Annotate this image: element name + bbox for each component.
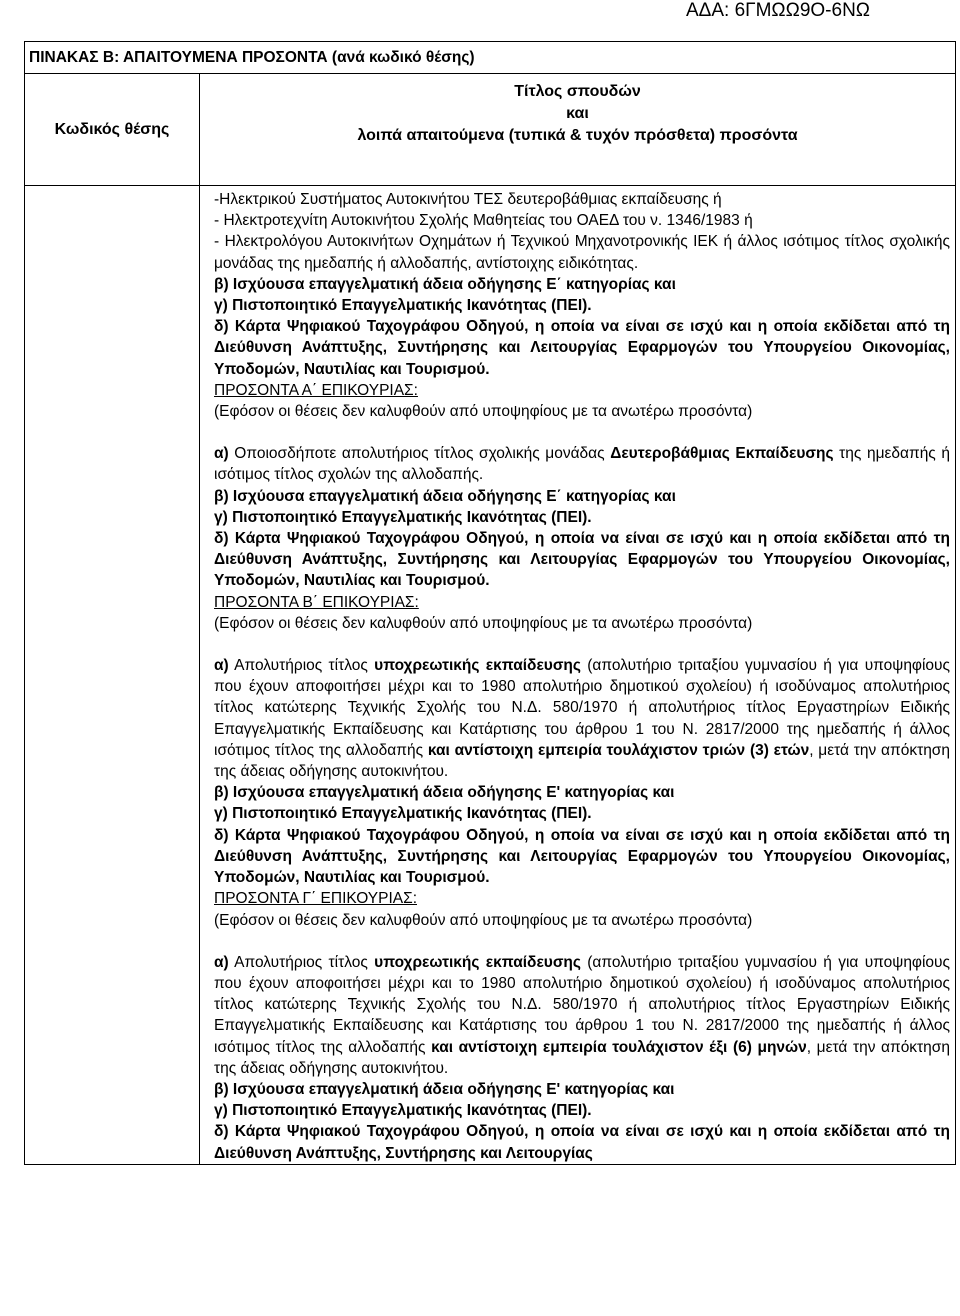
aux-c-item-a [214, 952, 950, 1079]
main-license: β) Ισχύουσα επαγγελματική άδεια οδήγησης Ε΄ κατηγορίας και [214, 275, 676, 293]
aux-b-a-text3: , μετά την απόκτηση της άδειας οδήγησης αυτοκινήτου. [214, 741, 950, 781]
aux-b-a-label: α) [214, 657, 229, 675]
aux-b-a-bold2: και αντίστοιχη εμπειρία τουλάχιστον τριών (3) ετών [427, 741, 810, 759]
aux-c-a-text1: Απολυτήριος τίτλος [228, 953, 375, 971]
aux-b-pei: γ) Πιστοποιητικό Επαγγελματικής Ικανότητας (ΠΕΙ). [214, 805, 592, 823]
aux-a-a-label: α) [214, 445, 229, 463]
intro-line-3: - Ηλεκτρολόγου Αυτοκινήτων Οχημάτων ή Τεχνικού Μηχανοτρονικής ΙΕΚ ή άλλος ισότιμος τίτλος σχολικής μονάδας της ημεδαπής ή αλλοδαπής, αντίστοιχης ειδικότητας. [214, 233, 950, 272]
main-pei: γ) Πιστοποιητικό Επαγγελματικής Ικανότητας (ΠΕΙ). [214, 297, 592, 315]
aux-b-a-bold1: υποχρεωτικής εκπαίδευσης [374, 657, 581, 675]
aux-c-a-text2: (απολυτήριο τριταξίου γυμνασίου ή για υποψηφίους που έχουν αποφοιτήσει μέχρι και το 1980 απολυτήριο δημοτικού σχολείου) ή ισοδύναμος απολυτήριος τίτλος κατώτερης Τεχνικής Σχολής του Ν.Δ. 580/1970 ή απολυτήριος τίτλος Εργαστηρίων Ειδικής Επαγγελματικής Εκπαίδευσης και Κατάρτισης του άρθρου 1 του Ν. 2817/2000 της ημεδαπής ή άλλος ισότιμος τίτλος της αλλοδαπής [214, 953, 950, 1056]
aux-a-a-text1: Οποιοσδήποτε απολυτήριος τίτλος σχολικής μονάδας [228, 445, 611, 463]
table-row [25, 186, 956, 1165]
aux-a-note: (Εφόσον οι θέσεις δεν καλυφθούν από υποψηφίους με τα ανωτέρω προσόντα) [214, 403, 753, 421]
header-position-code: Κωδικός θέσης [25, 74, 200, 186]
aux-c-a-text3: , μετά την απόκτηση της άδειας οδήγησης αυτοκινήτου. [214, 1038, 950, 1077]
aux-b-heading: ΠΡΟΣΟΝΤΑ Β΄ ΕΠΙΚΟΥΡΙΑΣ: [214, 593, 419, 611]
header-qual-line3: λοιπά απαιτούμενα (τυπικά & τυχόν πρόσθετα) προσόντα [357, 127, 798, 144]
aux-b-item-a [214, 655, 950, 782]
intro-line-1: -Ηλεκτρικού Συστήματος Αυτοκινήτου ΤΕΣ δευτεροβάθμιας εκπαίδευσης ή [214, 191, 722, 208]
aux-c-note: (Εφόσον οι θέσεις δεν καλυφθούν από υποψηφίους με τα ανωτέρω προσόντα) [214, 911, 753, 929]
aux-b-note: (Εφόσον οι θέσεις δεν καλυφθούν από υποψηφίους με τα ανωτέρω προσόντα) [214, 614, 753, 632]
aux-a-item-a [214, 443, 950, 485]
header-qual-line2: και [566, 105, 589, 122]
table-header-row [25, 74, 956, 186]
aux-a-heading: ΠΡΟΣΟΝΤΑ Α΄ ΕΠΙΚΟΥΡΙΑΣ: [214, 381, 418, 399]
aux-c-a-label: α) [214, 953, 229, 971]
header-qualifications [200, 74, 956, 186]
aux-c-license: β) Ισχύουσα επαγγελματική άδεια οδήγησης Ε' κατηγορίας και [214, 1080, 675, 1098]
aux-b-license: β) Ισχύουσα επαγγελματική άδεια οδήγησης Ε' κατηγορίας και [214, 784, 675, 802]
table-title-row [25, 42, 956, 74]
spacer [214, 422, 950, 443]
spacer [214, 634, 950, 655]
aux-c-a-bold1: υποχρεωτικής εκπαίδευσης [374, 953, 581, 971]
aux-c-pei: γ) Πιστοποιητικό Επαγγελματικής Ικανότητας (ΠΕΙ). [214, 1102, 592, 1120]
main-tachograph-card: δ) Κάρτα Ψηφιακού Ταχογράφου Οδηγού, η οποία να είναι σε ισχύ και η οποία εκδίδεται από τη Διεύθυνση Ανάπτυξης, Συντήρησης και Λειτουργίας Εφαρμογών του Υπουργείου Οικονομίας, Υποδομών, Ναυτιλίας και Τουρισμού. [214, 318, 950, 378]
header-qual-line1: Τίτλος σπουδών [514, 83, 641, 100]
requirements-table [24, 41, 956, 1165]
aux-a-license: β) Ισχύουσα επαγγελματική άδεια οδήγησης Ε΄ κατηγορίας και [214, 487, 676, 505]
aux-c-tachograph-card: δ) Κάρτα Ψηφιακού Ταχογράφου Οδηγού, η οποία να είναι σε ισχύ και η οποία εκδίδεται από τη Διεύθυνση Ανάπτυξης, Συντήρησης και Λειτουργίας [214, 1123, 950, 1162]
aux-c-heading: ΠΡΟΣΟΝΤΑ Γ΄ ΕΠΙΚΟΥΡΙΑΣ: [214, 890, 417, 908]
spacer [214, 931, 950, 952]
aux-c-a-bold2: και αντίστοιχη εμπειρία τουλάχιστον έξι (6) μηνών [431, 1038, 807, 1056]
aux-a-a-bold: Δευτεροβάθμιας Εκπαίδευσης [610, 445, 834, 463]
aux-a-a-text2: της ημεδαπής ή ισότιμος τίτλος σχολών της αλλοδαπής. [214, 445, 950, 484]
qualifications-cell [200, 186, 956, 1165]
intro-line-2: - Ηλεκτροτεχνίτη Αυτοκινήτου Σχολής Μαθητείας του ΟΑΕΔ του ν. 1346/1983 ή [214, 212, 753, 230]
aux-a-pei: γ) Πιστοποιητικό Επαγγελματικής Ικανότητας (ΠΕΙ). [214, 508, 592, 526]
aux-b-tachograph-card: δ) Κάρτα Ψηφιακού Ταχογράφου Οδηγού, η οποία να είναι σε ισχύ και η οποία εκδίδεται από τη Διεύθυνση Ανάπτυξης, Συντήρησης και Λειτουργίας Εφαρμογών του Υπουργείου Οικονομίας, Υποδομών, Ναυτιλίας και Τουρισμού. [214, 826, 950, 887]
aux-b-a-text2: (απολυτήριο τριταξίου γυμνασίου ή για υποψηφίους που έχουν αποφοιτήσει μέχρι και το 1980 απολυτήριο δημοτικού σχολείου) ή ισοδύναμος απολυτήριος τίτλος κατώτερης Τεχνικής Σχολής του Ν.Δ. 580/1970 ή απολυτήριος τίτλος Εργαστηρίων Ειδικής Επαγγελματικής Εκπαίδευσης και Κατάρτισης του άρθρου 1 του Ν. 2817/2000 της ημεδαπής ή άλλος ισότιμος τίτλος της αλλοδαπής [214, 657, 950, 759]
ada-code: ΑΔΑ: 6ΓΜΩΩ9Ο-6ΝΩ [685, 0, 870, 21]
aux-b-a-text1: Απολυτήριος τίτλος [228, 657, 375, 675]
position-code-cell [25, 186, 200, 1165]
aux-a-tachograph-card: δ) Κάρτα Ψηφιακού Ταχογράφου Οδηγού, η οποία να είναι σε ισχύ και η οποία εκδίδεται από τη Διεύθυνση Ανάπτυξης, Συντήρησης και Λειτουργίας Εφαρμογών του Υπουργείου Οικονομίας, Υποδομών, Ναυτιλίας και Τουρισμού. [214, 530, 950, 590]
table-title: ΠΙΝΑΚΑΣ Β: ΑΠΑΙΤΟΥΜΕΝΑ ΠΡΟΣΟΝΤΑ (ανά κωδικό θέσης) [25, 42, 956, 74]
